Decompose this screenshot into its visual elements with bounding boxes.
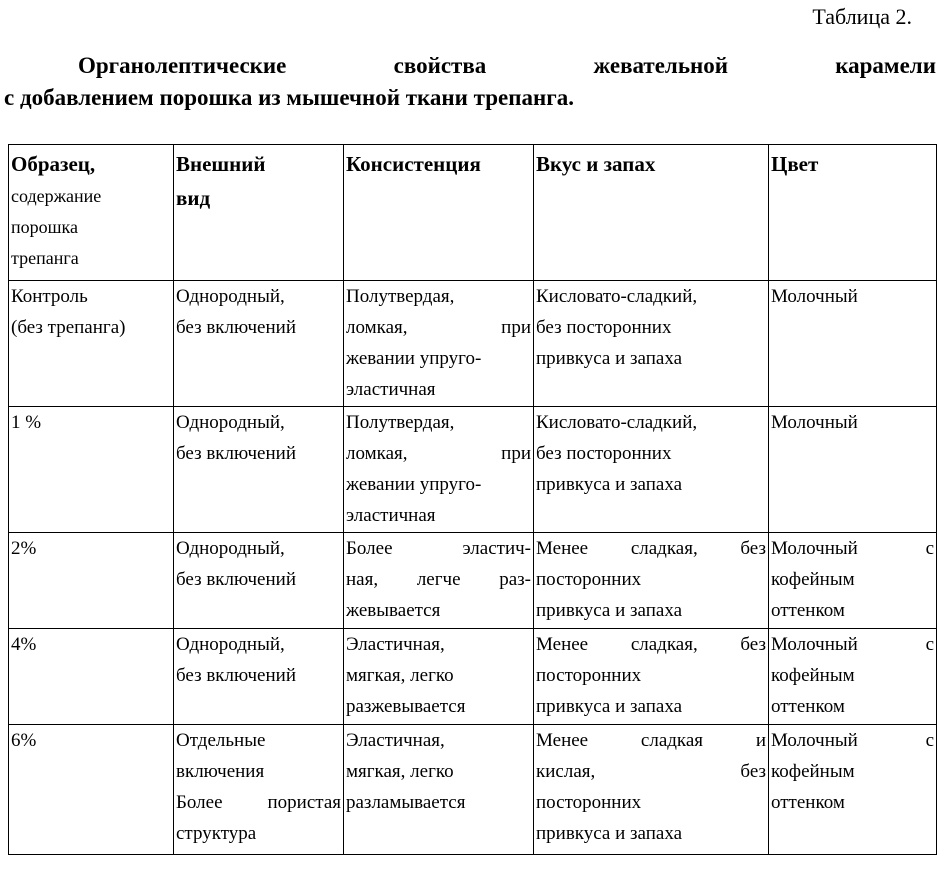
cell-line bbox=[536, 595, 766, 626]
cell-color bbox=[769, 533, 937, 629]
table-title bbox=[4, 50, 936, 114]
cell-word: ная, bbox=[346, 569, 379, 590]
title-word: Органолептические bbox=[78, 53, 287, 78]
cell-line: без включений bbox=[176, 665, 296, 686]
cell-line bbox=[176, 787, 341, 818]
cell-word: кислая, bbox=[536, 761, 596, 782]
cell-line bbox=[771, 533, 934, 564]
cell-line bbox=[346, 374, 531, 405]
cell-sample bbox=[9, 725, 174, 855]
cell-line bbox=[346, 691, 531, 722]
cell-line bbox=[771, 756, 934, 787]
cell-consistency bbox=[344, 281, 534, 407]
cell-consistency bbox=[344, 629, 534, 725]
header-sample bbox=[9, 145, 174, 281]
cell-appearance bbox=[174, 281, 344, 407]
cell-word: привкуса и запаха bbox=[536, 474, 683, 495]
cell-word: без bbox=[740, 634, 766, 655]
cell-consistency bbox=[344, 725, 534, 855]
header-appearance-line: вид bbox=[176, 186, 211, 210]
cell-word: Эластичная, bbox=[346, 634, 445, 655]
cell-word: сладкая, bbox=[630, 538, 698, 559]
table-row bbox=[9, 629, 937, 725]
cell-line bbox=[771, 691, 934, 722]
cell-line bbox=[536, 629, 766, 660]
cell-word: эластичная bbox=[346, 379, 436, 400]
cell-line bbox=[346, 756, 531, 787]
header-consistency: Консистенция bbox=[344, 145, 534, 281]
cell-line bbox=[346, 469, 531, 500]
cell-line bbox=[346, 660, 531, 691]
cell-line: 6% bbox=[11, 730, 37, 751]
cell-line: (без трепанга) bbox=[11, 317, 126, 338]
cell-word: оттенком bbox=[771, 792, 845, 813]
table-row bbox=[9, 725, 937, 855]
cell-word: Молочный bbox=[771, 634, 858, 655]
cell-line bbox=[536, 407, 766, 438]
cell-word: привкуса и запаха bbox=[536, 696, 683, 717]
cell-word: Молочный bbox=[771, 538, 858, 559]
cell-line: 2% bbox=[11, 538, 37, 559]
cell-word: оттенком bbox=[771, 600, 845, 621]
cell-word: кофейным bbox=[771, 569, 855, 590]
cell-word: легче bbox=[416, 569, 461, 590]
cell-line: Однородный, bbox=[176, 538, 285, 559]
cell-word: кофейным bbox=[771, 761, 855, 782]
cell-line bbox=[346, 725, 531, 756]
cell-word: раз- bbox=[499, 569, 531, 590]
cell-sample bbox=[9, 629, 174, 725]
cell-word: и bbox=[755, 730, 766, 751]
title-line-2: с добавлением порошка из мышечной ткани трепанга. bbox=[4, 85, 574, 110]
cell-word: жевывается bbox=[346, 600, 441, 621]
cell-color bbox=[769, 407, 937, 533]
cell-word: без посторонних bbox=[536, 443, 672, 464]
cell-line bbox=[346, 312, 531, 343]
cell-line bbox=[346, 629, 531, 660]
cell-word: привкуса и запаха bbox=[536, 348, 683, 369]
cell-word: с bbox=[925, 538, 934, 559]
cell-color bbox=[769, 725, 937, 855]
cell-line bbox=[536, 564, 766, 595]
cell-line bbox=[771, 407, 934, 438]
cell-line bbox=[346, 564, 531, 595]
title-word: свойства bbox=[393, 53, 487, 78]
cell-consistency bbox=[344, 533, 534, 629]
cell-word: привкуса и запаха bbox=[536, 600, 683, 621]
cell-color bbox=[769, 281, 937, 407]
cell-line bbox=[771, 595, 934, 626]
cell-taste bbox=[534, 533, 769, 629]
cell-word: кофейным bbox=[771, 665, 855, 686]
cell-word: посторонних bbox=[536, 792, 642, 813]
cell-line: Однородный, bbox=[176, 634, 285, 655]
cell-word: Отдельные bbox=[176, 730, 266, 751]
cell-line bbox=[771, 281, 934, 312]
cell-line: без включений bbox=[176, 317, 296, 338]
cell-line bbox=[346, 500, 531, 531]
cell-word: сладкая bbox=[640, 730, 704, 751]
cell-word: Более bbox=[176, 792, 223, 813]
cell-word: жевании упруго- bbox=[346, 348, 482, 369]
header-sample-title: Образец, bbox=[11, 152, 96, 176]
cell-word: Молочный bbox=[771, 730, 858, 751]
cell-line bbox=[771, 629, 934, 660]
cell-line bbox=[536, 533, 766, 564]
cell-sample bbox=[9, 407, 174, 533]
header-sample-sub: содержание bbox=[11, 186, 102, 206]
cell-word: при bbox=[501, 317, 531, 338]
cell-word: Молочный bbox=[771, 412, 858, 433]
cell-taste bbox=[534, 407, 769, 533]
cell-line bbox=[771, 725, 934, 756]
header-sample-sub: порошка bbox=[11, 217, 78, 237]
cell-word: Эластичная, bbox=[346, 730, 445, 751]
table-row bbox=[9, 407, 937, 533]
cell-line bbox=[536, 725, 766, 756]
cell-word: мягкая, легко bbox=[346, 665, 454, 686]
cell-line bbox=[771, 660, 934, 691]
cell-line bbox=[346, 281, 531, 312]
table-row bbox=[9, 281, 937, 407]
cell-line bbox=[771, 564, 934, 595]
cell-word: пористая bbox=[267, 792, 341, 813]
cell-word: включения bbox=[176, 761, 265, 782]
header-appearance-line: Внешний bbox=[176, 152, 266, 176]
cell-word: разжевывается bbox=[346, 696, 466, 717]
cell-word: привкуса и запаха bbox=[536, 823, 683, 844]
cell-sample bbox=[9, 281, 174, 407]
cell-word: эластичная bbox=[346, 505, 436, 526]
header-sample-sub: трепанга bbox=[11, 248, 79, 268]
cell-word: ломкая, bbox=[346, 317, 408, 338]
cell-line bbox=[771, 787, 934, 818]
cell-word: Более bbox=[346, 538, 393, 559]
cell-word: Полутвердая, bbox=[346, 412, 455, 433]
table-number-label: Таблица 2. bbox=[812, 4, 912, 29]
cell-appearance bbox=[174, 629, 344, 725]
organoleptic-table bbox=[8, 144, 937, 855]
cell-line: Однородный, bbox=[176, 286, 285, 307]
cell-line bbox=[536, 438, 766, 469]
table-row bbox=[9, 533, 937, 629]
cell-line: Контроль bbox=[11, 286, 88, 307]
cell-consistency bbox=[344, 407, 534, 533]
header-appearance bbox=[174, 145, 344, 281]
title-word: карамели bbox=[835, 53, 936, 78]
cell-word: посторонних bbox=[536, 569, 642, 590]
cell-line: 4% bbox=[11, 634, 37, 655]
cell-word: Полутвердая, bbox=[346, 286, 455, 307]
cell-line: без включений bbox=[176, 443, 296, 464]
cell-line bbox=[176, 818, 341, 849]
cell-appearance bbox=[174, 533, 344, 629]
cell-word: при bbox=[501, 443, 531, 464]
cell-word: посторонних bbox=[536, 665, 642, 686]
cell-word: Кисловато-сладкий, bbox=[536, 412, 698, 433]
cell-word: жевании упруго- bbox=[346, 474, 482, 495]
cell-line bbox=[346, 533, 531, 564]
cell-line bbox=[346, 787, 531, 818]
cell-line bbox=[346, 595, 531, 626]
cell-word: без bbox=[740, 538, 766, 559]
cell-taste bbox=[534, 725, 769, 855]
cell-line bbox=[536, 756, 766, 787]
cell-line: без включений bbox=[176, 569, 296, 590]
cell-word: структура bbox=[176, 823, 257, 844]
cell-word: мягкая, легко bbox=[346, 761, 454, 782]
cell-line bbox=[536, 787, 766, 818]
cell-word: разламывается bbox=[346, 792, 466, 813]
cell-word: Молочный bbox=[771, 286, 858, 307]
cell-word: эластич- bbox=[462, 538, 531, 559]
header-color: Цвет bbox=[769, 145, 937, 281]
cell-line bbox=[536, 691, 766, 722]
table-header-row bbox=[9, 145, 937, 281]
cell-line bbox=[536, 660, 766, 691]
cell-line bbox=[536, 312, 766, 343]
cell-word: Менее bbox=[536, 634, 589, 655]
cell-word: Менее bbox=[536, 730, 589, 751]
cell-line bbox=[536, 818, 766, 849]
cell-line: 1 % bbox=[11, 412, 42, 433]
cell-word: ломкая, bbox=[346, 443, 408, 464]
cell-appearance bbox=[174, 725, 344, 855]
cell-line bbox=[176, 725, 341, 756]
cell-line bbox=[346, 407, 531, 438]
cell-line bbox=[536, 343, 766, 374]
title-line-1 bbox=[4, 50, 936, 82]
cell-word: Менее bbox=[536, 538, 589, 559]
cell-line: Однородный, bbox=[176, 412, 285, 433]
cell-appearance bbox=[174, 407, 344, 533]
cell-color bbox=[769, 629, 937, 725]
cell-line bbox=[346, 343, 531, 374]
title-word: жевательной bbox=[593, 53, 728, 78]
cell-word: с bbox=[925, 634, 934, 655]
cell-word: оттенком bbox=[771, 696, 845, 717]
cell-taste bbox=[534, 281, 769, 407]
cell-sample bbox=[9, 533, 174, 629]
cell-word: сладкая, bbox=[630, 634, 698, 655]
cell-word: без bbox=[740, 761, 766, 782]
cell-line bbox=[176, 756, 341, 787]
cell-word: Кисловато-сладкий, bbox=[536, 286, 698, 307]
cell-word: без посторонних bbox=[536, 317, 672, 338]
cell-line bbox=[346, 438, 531, 469]
header-taste: Вкус и запах bbox=[534, 145, 769, 281]
cell-line bbox=[536, 469, 766, 500]
cell-word: с bbox=[925, 730, 934, 751]
cell-taste bbox=[534, 629, 769, 725]
cell-line bbox=[536, 281, 766, 312]
